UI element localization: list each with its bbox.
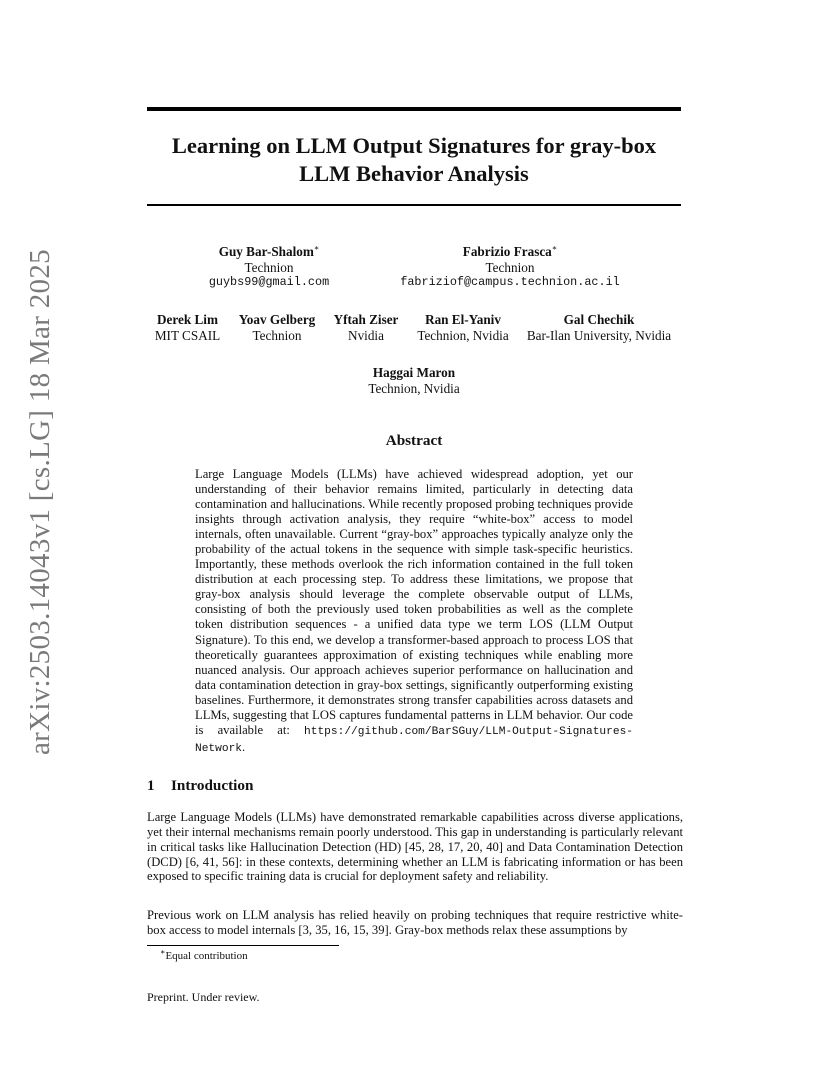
equal-contribution-mark: ∗ (551, 243, 558, 253)
footnote-text: Equal contribution (165, 950, 248, 962)
footnote-rule (147, 945, 339, 946)
author-block-ziser (326, 312, 406, 343)
arxiv-identifier: arXiv:2503.14043v1 [cs.LG] 18 Mar 2025 (24, 249, 56, 755)
author-email[interactable]: fabriziof@campus.technion.ac.il (400, 275, 620, 289)
author-affiliation: Nvidia (348, 327, 384, 343)
section-number: 1 (147, 777, 155, 794)
author-name: Yoav Gelberg (238, 312, 316, 327)
author-block-frasca (380, 244, 640, 291)
code-repository-link[interactable]: https://github.com/BarSGuy/LLM-Output-Signatures-Network (195, 725, 633, 755)
author-block-el-yaniv (410, 312, 516, 343)
author-block-maron (324, 365, 504, 396)
equal-contribution-mark: ∗ (313, 243, 320, 253)
author-affiliation: Bar-Ilan University, Nvidia (526, 327, 672, 343)
preprint-note: Preprint. Under review. (147, 990, 260, 1004)
author-affiliation: Technion (244, 259, 294, 275)
top-rule (147, 107, 681, 111)
abstract-text: Large Language Models (LLMs) have achieved widespread adoption, yet our understanding of their behavior remains limited, particularly in detecting data contamination and hallucinations. While recently proposed probing techniques provide insights through activation analysis, they require “white-box” access to model internals, often unavailable. Current “gray-box” approaches typically analyze only the probability of the actual tokens in the sequence with simple task-specific heuristics. Importantly, these methods overlook the rich information contained in the full token distribution at each processing step. To address these limitations, we propose that gray-box analysis should leverage the complete observable output of LLMs, consisting of both the previously used token probabilities as well as the complete token distribution sequences - a unified data type we term LOS (LLM Output Signature). To this end, we develop a transformer-based approach to process LOS that theoretically guarantees approximation of existing techniques while enabling more nuanced analysis. Our approach achieves superior performance on hallucination and data contamination detection in gray-box settings, significantly outperforming existing baselines. Furthermore, it demonstrates strong transfer capabilities across datasets and LLMs, suggesting that LOS captures fundamental patterns in LLM behavior. Our code is available at: (195, 467, 633, 737)
title-bottom-rule (147, 204, 681, 206)
author-name: Yftah Ziser (333, 312, 399, 327)
author-name: Fabrizio Frasca (462, 244, 552, 259)
author-affiliation: Technion, Nvidia (417, 327, 509, 343)
title-line-2: LLM Behavior Analysis (299, 161, 529, 186)
author-name: Derek Lim (157, 312, 218, 327)
abstract-heading: Abstract (385, 432, 443, 449)
intro-paragraph-1: Large Language Models (LLMs) have demonstrated remarkable capabilities across diverse applications, yet their internal mechanisms remain poorly understood. This gap in understanding is particularly relevant in critical tasks like Hallucination Detection (HD) [45, 28, 17, 20, 40] and Data Contamination Detection (DCD) [6, 41, 56]: in these contexts, determining whether an LLM is fabricating information or has been exposed to specific training data is crucial for deployment safety and reliability. (147, 810, 683, 884)
abstract-end-punctuation: . (242, 739, 246, 754)
author-affiliation: Technion (252, 327, 302, 343)
paper-title (120, 132, 708, 188)
footnote (160, 947, 248, 962)
author-name: Haggai Maron (372, 365, 456, 380)
author-name: Gal Chechik (563, 312, 635, 327)
author-name: Ran El-Yaniv (425, 312, 501, 327)
author-block-bar-shalom (184, 244, 354, 291)
intro-paragraph-2: Previous work on LLM analysis has relied heavily on probing techniques that require restrictive white-box access to model internals [3, 35, 16, 15, 39]. Gray-box methods relax these assumptions by (147, 908, 683, 937)
author-block-chechik (522, 312, 676, 343)
title-line-1: Learning on LLM Output Signatures for gray-box (171, 133, 657, 158)
section-title: Introduction (171, 777, 254, 794)
section-heading-introduction (147, 777, 253, 795)
abstract-body (195, 467, 633, 757)
footnote-mark: ∗ (160, 947, 166, 957)
author-block-gelberg (234, 312, 320, 343)
author-email[interactable]: guybs99@gmail.com (208, 275, 330, 289)
author-name: Guy Bar-Shalom (218, 244, 314, 259)
author-affiliation: MIT CSAIL (154, 327, 221, 343)
author-block-lim (140, 312, 235, 343)
author-affiliation: Technion, Nvidia (368, 380, 460, 396)
author-affiliation: Technion (485, 259, 535, 275)
